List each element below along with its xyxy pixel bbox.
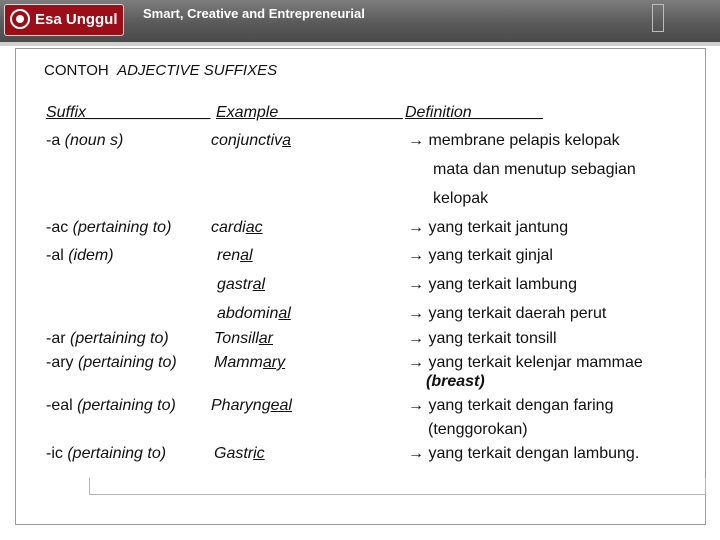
slide-title xyxy=(44,61,277,80)
column-header-suffix: Suffix______________ xyxy=(46,104,211,121)
header-bar xyxy=(0,0,720,42)
column-header-definition: Definition________ xyxy=(405,104,543,121)
suffix-note: (idem) xyxy=(63,247,114,264)
title-rest: ADJECTIVE SUFFIXES xyxy=(117,62,278,79)
suffix-note: (pertaining to) xyxy=(72,397,176,414)
definition-cell: → yang terkait kelenjar mammae xyxy=(408,354,643,371)
example-suffix: eal xyxy=(270,397,292,414)
suffix-name: -al xyxy=(46,247,64,264)
definition-cell: → yang terkait ginjal xyxy=(408,247,553,264)
example-suffix: al xyxy=(278,305,291,322)
column-header-example: Example______________ xyxy=(216,104,403,121)
header-decoration xyxy=(652,4,664,32)
suffix-name: -ac xyxy=(46,219,69,236)
footer-frame xyxy=(89,478,706,495)
example-stem: conjunctiv xyxy=(211,132,283,149)
suffix-cell xyxy=(46,131,123,150)
definition-cell: → yang terkait daerah perut xyxy=(408,305,607,322)
header-divider xyxy=(0,42,720,46)
definition-cell: → yang terkait jantung xyxy=(408,219,569,236)
example-stem: Tonsill xyxy=(214,330,259,347)
example-stem: cardi xyxy=(211,219,246,236)
example-suffix: al xyxy=(252,276,266,293)
example-stem: ren xyxy=(217,247,241,264)
example-suffix: ac xyxy=(245,219,263,236)
example-cell xyxy=(211,396,292,415)
example-cell xyxy=(214,444,265,463)
example-cell xyxy=(217,304,291,323)
example-cell xyxy=(217,246,253,265)
definition-cell: → yang terkait dengan faring xyxy=(408,397,614,414)
title-prefix: CONTOH xyxy=(44,62,109,79)
suffix-cell xyxy=(46,353,177,372)
suffix-note: (pertaining to) xyxy=(62,445,167,462)
suffix-name: -eal xyxy=(46,397,73,414)
suffix-note: (pertaining to) xyxy=(68,219,172,236)
definition-cell: → yang terkait dengan lambung. xyxy=(408,445,640,462)
example-suffix: al xyxy=(240,247,253,264)
example-suffix: ic xyxy=(253,445,265,462)
logo-emblem-icon xyxy=(10,9,30,29)
example-cell xyxy=(211,218,263,237)
example-cell xyxy=(214,353,285,372)
suffix-note: (pertaining to) xyxy=(73,354,177,371)
example-stem: gastr xyxy=(217,276,253,293)
definition-continuation: mata dan menutup sebagian xyxy=(433,161,636,178)
definition-continuation: (breast) xyxy=(426,373,485,390)
definition-continuation: kelopak xyxy=(433,190,489,207)
suffix-name: -ic xyxy=(46,445,63,462)
suffix-note: (pertaining to) xyxy=(65,330,169,347)
suffix-name: -a xyxy=(46,132,61,149)
example-stem: Gastr xyxy=(214,445,254,462)
example-suffix: a xyxy=(282,132,292,149)
suffix-cell xyxy=(46,246,114,265)
example-stem: Mamm xyxy=(214,354,263,371)
example-cell xyxy=(211,131,291,150)
definition-cell: → yang terkait tonsill xyxy=(408,330,557,347)
example-stem: Pharyng xyxy=(211,397,271,414)
university-logo xyxy=(4,4,124,36)
suffix-cell xyxy=(46,444,166,463)
suffix-note: (noun s) xyxy=(60,132,124,149)
suffix-cell xyxy=(46,218,171,237)
suffix-name: -ary xyxy=(46,354,74,371)
example-suffix: ary xyxy=(262,354,286,371)
suffix-name: -ar xyxy=(46,330,66,347)
suffix-cell xyxy=(46,396,176,415)
logo-text: Esa Unggul xyxy=(35,11,118,28)
example-cell xyxy=(214,329,273,348)
example-cell xyxy=(217,275,265,294)
tagline: Smart, Creative and Entrepreneurial xyxy=(143,6,365,21)
definition-continuation: (tenggorokan) xyxy=(428,421,528,438)
suffix-cell xyxy=(46,329,169,348)
definition-cell: → membrane pelapis kelopak xyxy=(408,132,620,149)
definition-cell: → yang terkait lambung xyxy=(408,276,577,293)
example-stem: abdomin xyxy=(217,305,279,322)
example-suffix: ar xyxy=(258,330,273,347)
